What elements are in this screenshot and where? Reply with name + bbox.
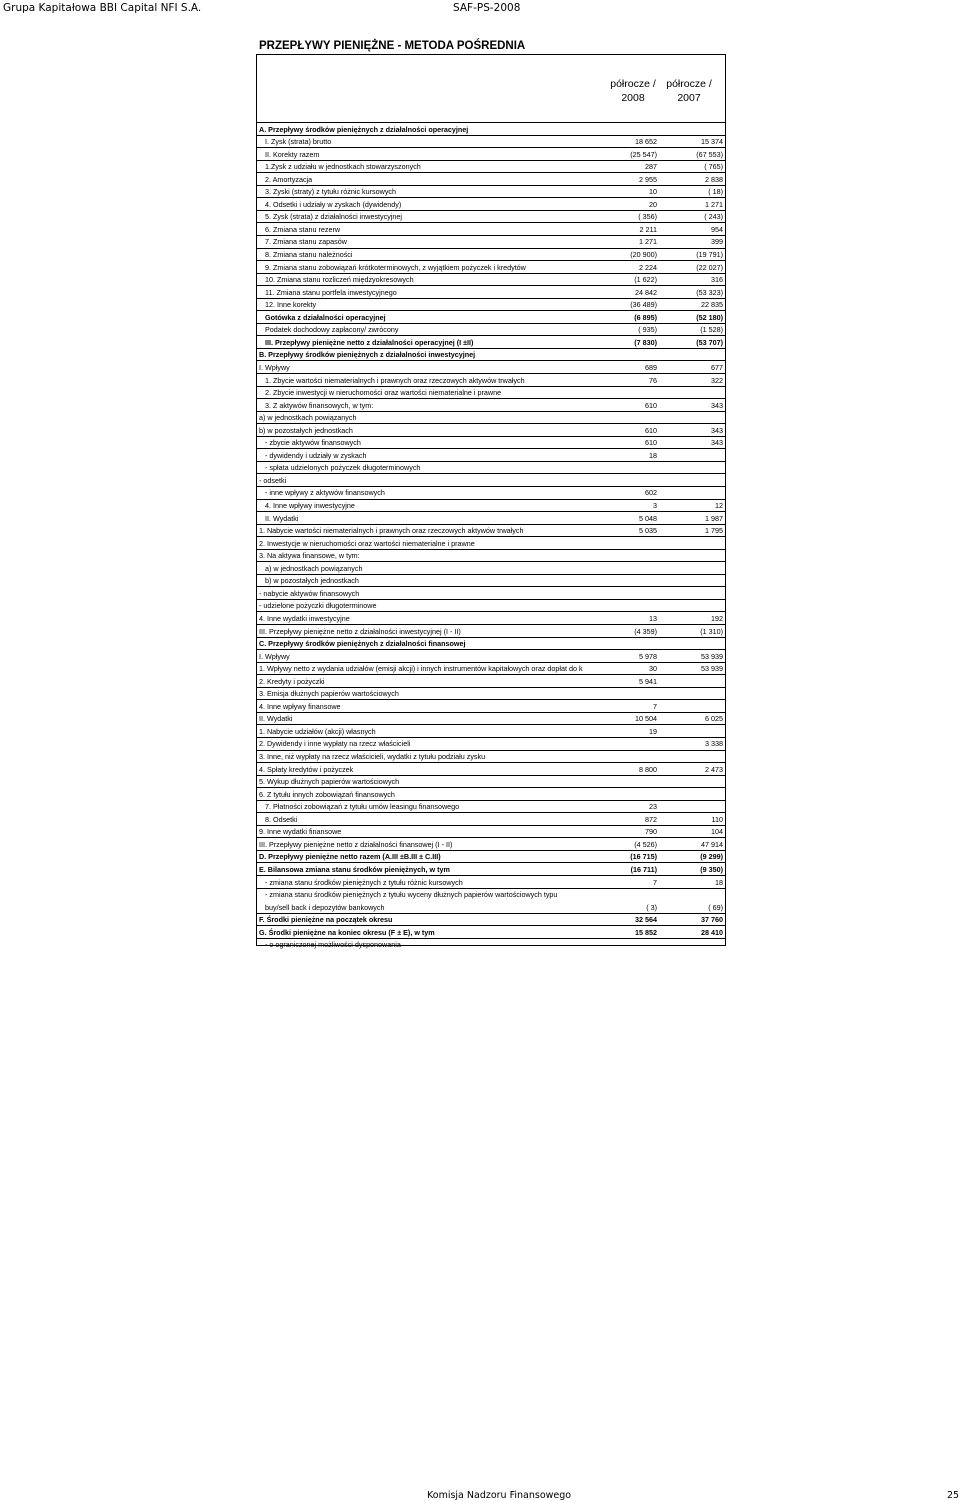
row-label: II. Wydatki [259,714,293,724]
table-row [257,499,725,512]
value-2008: (36 489) [630,300,657,310]
value-2007: (52 180) [696,312,723,322]
table-row [257,172,725,185]
table-row [257,775,725,788]
value-2008: 20 [649,199,657,209]
table-row [257,674,725,687]
value-2008: 13 [649,613,657,623]
table-row [257,335,725,348]
row-label: 8. Odsetki [265,814,298,824]
value-2007: (67 553) [696,149,723,159]
value-2008: 10 504 [635,714,657,724]
value-2007: (53 707) [696,337,723,347]
row-label: 3. Z aktywów finansowych, w tym: [265,400,374,410]
row-label: Gotówka z działalności operacyjnej [265,312,386,322]
value-2007: 12 [715,501,723,511]
table-row [257,812,725,825]
table-row [257,423,725,436]
row-label: 6. Zmiana stanu rezerw [265,224,341,234]
value-2007: 322 [711,375,723,385]
table-row [257,800,725,813]
row-label: 9. Zmiana stanu zobowiązań krótkoterminowych, z wyjątkiem pożyczek i kredytów [265,262,526,272]
value-2008: (4 359) [634,626,657,636]
value-2008: 5 048 [639,513,657,523]
row-label: 3. Na aktywa finansowe, w tym: [259,551,360,561]
page-number: 25 [947,1490,960,1501]
row-label: - o ograniczonej możliwości dysponowania [265,940,401,950]
row-label: 1. Nabycie udziałów (akcji) własnych [259,726,376,736]
value-2008: (16 715) [630,852,657,862]
table-row [257,348,725,361]
row-label: G. Środki pieniężne na koniec okresu (F ± E), w tym [259,927,435,937]
table-row [257,549,725,562]
footer-org: Komisja Nadzoru Finansowego [427,1490,572,1501]
cashflow-table [256,54,726,950]
table-row [257,938,725,951]
value-2008: 610 [645,400,657,410]
table-row [257,649,725,662]
value-2007: (22 027) [696,262,723,272]
row-label: - dywidendy i udziały w zyskach [265,450,367,460]
value-2007: 37 760 [701,915,723,925]
value-2007: 53 939 [701,664,723,674]
row-label: 7. Zmiana stanu zapasów [265,237,347,247]
value-2008: ( 356) [638,212,657,222]
company-name: Grupa Kapitałowa BBI Capital NFI S.A. [3,2,202,14]
value-2008: 5 978 [639,651,657,661]
value-2007: (1 528) [700,325,723,335]
row-label: 4. Inne wpływy inwestycyjne [265,501,355,511]
table-row [257,850,725,863]
row-label: 2. Amortyzacja [265,174,313,184]
table-row [257,461,725,474]
value-2007: 1 795 [705,526,723,536]
table-row [257,787,725,800]
value-2007: ( 18) [708,187,723,197]
table-row [257,122,725,135]
value-2008: 24 842 [635,287,657,297]
row-label: - spłata udzielonych pożyczek długoterminowych [265,463,421,473]
row-label: F. Środki pieniężne na początek okresu [259,915,393,925]
row-label: II. Korekty razem [265,149,320,159]
table-row [257,913,725,926]
table-row [257,599,725,612]
value-2008: ( 3) [646,902,657,912]
table-row [257,147,725,160]
value-2008: 19 [649,726,657,736]
value-2007: 47 914 [701,839,723,849]
row-label: II. Wydatki [265,513,299,523]
row-label: - odsetki [259,475,287,485]
value-2008: (7 830) [634,337,657,347]
row-label: 6. Z tytułu innych zobowiązań finansowych [259,789,395,799]
table-row [257,925,725,938]
value-2007: 343 [711,400,723,410]
table-row [257,574,725,587]
row-label: b) w pozostałych jednostkach [259,425,353,435]
row-label: 10. Zmiana stanu rozliczeń międzyokresowych [265,275,414,285]
value-2007: 22 835 [701,300,723,310]
value-2008: 1 271 [639,237,657,247]
page-title: PRZEPŁYWY PIENIĘŻNE - METODA POŚREDNIA [259,40,526,52]
value-2008: 5 035 [639,526,657,536]
column-header-year: 2008 [621,92,645,104]
table-row [257,837,725,850]
row-label: - nabycie aktywów finansowych [259,588,360,598]
value-2008: 2 224 [639,262,657,272]
table-row [257,248,725,261]
value-2007: 343 [711,425,723,435]
table-row [257,737,725,750]
value-2007: 192 [711,613,723,623]
table-row [257,724,725,737]
table-row [257,235,725,248]
row-label: 1. Zbycie wartości niematerialnych i prawnych oraz rzeczowych aktywów trwałych [265,375,525,385]
value-2007: (19 791) [696,250,723,260]
value-2007: 104 [711,827,723,837]
table-row [257,473,725,486]
row-label: B. Przepływy środków pieniężnych z działalności inwestycyjnej [259,350,476,360]
value-2007: 1 271 [705,199,723,209]
table-row [257,524,725,537]
table-row [257,486,725,499]
row-label: C. Przepływy środków pieniężnych z działalności finansowej [259,639,466,649]
table-row [257,637,725,650]
table-row [257,687,725,700]
table-row [257,197,725,210]
value-2007: 343 [711,438,723,448]
value-2008: 5 941 [639,676,657,686]
row-label: 3. Emisja dłużnych papierów wartościowych [259,689,399,699]
value-2007: ( 69) [708,902,723,912]
value-2007: ( 243) [704,212,723,222]
table-row [257,386,725,399]
value-2008: (20 900) [630,250,657,260]
value-2008: (25 547) [630,149,657,159]
table-row [257,750,725,763]
row-label: b) w pozostałych jednostkach [265,576,359,586]
row-label: 4. Inne wydatki inwestycyjne [259,613,350,623]
value-2008: ( 935) [638,325,657,335]
row-label: 9. Inne wydatki finansowe [259,827,342,837]
row-label: III. Przepływy pieniężne netto z działalności inwestycyjnej (I - II) [259,626,461,636]
value-2008: 2 211 [639,224,657,234]
value-2008: (4 526) [634,839,657,849]
column-header-period: półrocze / [666,78,712,90]
value-2008: 2 955 [639,174,657,184]
value-2008: 23 [649,802,657,812]
row-label: I. Wpływy [259,362,290,372]
table-row [257,611,725,624]
value-2008: 610 [645,425,657,435]
row-label: - udzielone pożyczki długoterminowe [259,601,377,611]
value-2007: 6 025 [705,714,723,724]
row-label: a) w jednostkach powiązanych [259,413,357,423]
row-label: 2. Zbycie inwestycji w nieruchomości oraz wartości niematerialne i prawne [265,388,502,398]
row-label: III. Przepływy pieniężne netto z działalności finansowej (I - II) [259,839,453,849]
row-label: 2. Inwestycje w nieruchomości oraz wartości niematerialne i prawne [259,538,475,548]
table-row [257,825,725,838]
table-row [257,360,725,373]
row-label: 2. Dywidendy i inne wypłaty na rzecz właścicieli [259,739,411,749]
value-2007: 316 [711,275,723,285]
row-label: 5. Wykup dłużnych papierów wartościowych [259,777,400,787]
table-row [257,323,725,336]
table-header [257,55,725,123]
value-2007: (9 350) [700,864,723,874]
row-label: 3. Inne, niż wypłaty na rzecz właścicieli, wydatki z tytułu podziału zysku [259,752,486,762]
value-2007: 677 [711,362,723,372]
value-2007: 1 987 [705,513,723,523]
value-2007: 954 [711,224,723,234]
table-row [257,398,725,411]
table-row [257,298,725,311]
table-row [257,699,725,712]
value-2008: 32 564 [635,915,657,925]
table-row [257,862,725,875]
table-row [257,285,725,298]
row-label: D. Przepływy pieniężne netto razem (A.III ±B.III ± C.III) [259,852,441,862]
row-label: 4. Spłaty kredytów i pożyczek [259,764,354,774]
value-2008: 610 [645,438,657,448]
table-row [257,310,725,323]
value-2008: (6 895) [634,312,657,322]
table-row [257,185,725,198]
report-code: SAF-PS-2008 [453,2,521,14]
value-2008: 10 [649,187,657,197]
row-label: 1. Nabycie wartości niematerialnych i prawnych oraz rzeczowych aktywów trwałych [259,526,524,536]
value-2007: 53 939 [701,651,723,661]
table-row [257,511,725,524]
value-2008: 790 [645,827,657,837]
table-row [257,210,725,223]
row-label: III. Przepływy pieniężne netto z działalności operacyjnej (I ±II) [265,337,474,347]
value-2008: 8 800 [639,764,657,774]
column-header-year: 2007 [677,92,701,104]
value-2007: 28 410 [701,927,723,937]
value-2008: 689 [645,362,657,372]
value-2008: 76 [649,375,657,385]
value-2008: (1 622) [634,275,657,285]
table-row [257,712,725,725]
row-label: 1.Zysk z udziału w jednostkach stowarzyszonych [265,162,421,172]
row-label: - inne wpływy z aktywów finansowych [265,488,385,498]
row-label: 11. Zmiana stanu portfela inwestycyjnego [265,287,397,297]
value-2007: 2 838 [705,174,723,184]
table-row [257,222,725,235]
table-row [257,875,725,888]
row-label: a) w jednostkach powiązanych [265,563,363,573]
value-2007: 2 473 [705,764,723,774]
value-2008: 30 [649,664,657,674]
column-header-period: półrocze / [610,78,656,90]
value-2007: (1 310) [700,626,723,636]
value-2007: 399 [711,237,723,247]
value-2008: (16 711) [630,864,657,874]
value-2008: 7 [653,701,657,711]
table-row [257,586,725,599]
table-row [257,888,725,913]
table-row [257,411,725,424]
table-row [257,273,725,286]
value-2008: 7 [653,877,657,887]
row-label: 3. Zyski (straty) z tytułu różnic kursowych [265,187,396,197]
value-2008: 872 [645,814,657,824]
row-label: 2. Kredyty i pożyczki [259,676,325,686]
value-2007: ( 765) [704,162,723,172]
table-row [257,561,725,574]
value-2007: 110 [711,814,723,824]
row-label: I. Wpływy [259,651,290,661]
row-label: E. Bilansowa zmiana stanu środków pieniężnych, w tym [259,864,450,874]
value-2008: 18 652 [635,137,657,147]
table-row [257,373,725,386]
row-label: 4. Odsetki i udziały w zyskach (dywidendy) [265,199,402,209]
table-row [257,448,725,461]
table-row [257,436,725,449]
row-label: A. Przepływy środków pieniężnych z działalności operacyjnej [259,124,469,134]
row-label: 8. Zmiana stanu należności [265,250,353,260]
value-2007: 3 338 [705,739,723,749]
row-label: 5. Zysk (strata) z działalności inwestycyjnej [265,212,403,222]
value-2007: 15 374 [701,137,723,147]
value-2008: 18 [649,450,657,460]
value-2007: 18 [715,877,723,887]
table-row [257,135,725,148]
column-header-2007 [655,77,723,105]
table-row [257,260,725,273]
row-label: - zmiana stanu środków pieniężnych z tytułu wyceny dłużnych papierów wartościowych typu [265,889,558,899]
row-label: 12. Inne korekty [265,300,317,310]
row-label: I. Zysk (strata) brutto [265,137,332,147]
table-row [257,160,725,173]
value-2008: 3 [653,501,657,511]
row-label: 4. Inne wpływy finansowe [259,701,341,711]
value-2007: (53 323) [696,287,723,297]
row-label: - zbycie aktywów finansowych [265,438,361,448]
table-row [257,662,725,675]
table-row [257,624,725,637]
value-2008: 602 [645,488,657,498]
value-2007: (9 299) [700,852,723,862]
value-2008: 15 852 [635,927,657,937]
table-row [257,762,725,775]
row-label-continued: buy/sell back i depozytów bankowych [265,902,385,912]
row-label: - zmiana stanu środków pieniężnych z tytułu różnic kursowych [265,877,463,887]
row-label: 7. Płatności zobowiązań z tytułu umów leasingu finansowego [265,802,460,812]
value-2008: 287 [645,162,657,172]
table-row [257,536,725,549]
row-label: 1. Wpływy netto z wydania udziałów (emisji akcji) i innych instrumentów kapitałowych oraz dopłat do k [259,664,583,674]
row-label: Podatek dochodowy zapłacony/ zwrócony [265,325,399,335]
